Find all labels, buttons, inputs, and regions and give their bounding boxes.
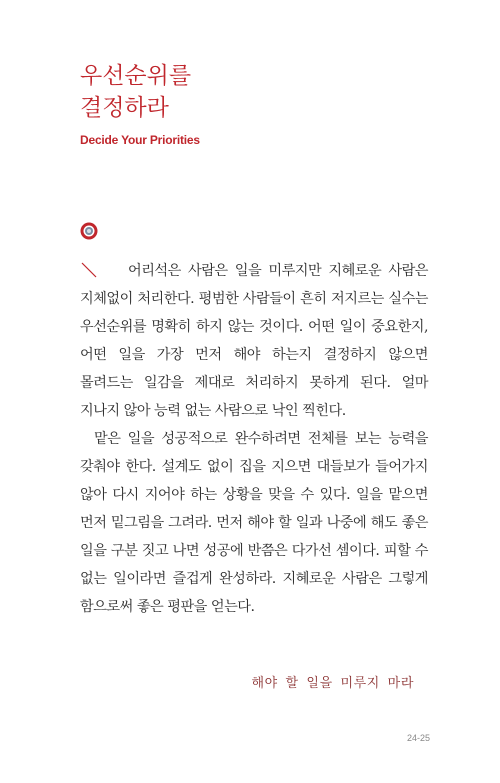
chapter-title-line-2: 결정하라 (80, 95, 169, 121)
motto: 해야 할 일을 미루지 마라 (251, 676, 414, 691)
circular-seal-icon (80, 222, 98, 240)
body-text (80, 257, 428, 621)
paragraph-1: 어리석은 사람은 일을 미루지만 지혜로운 사람은 지체없이 처리한다. 평범한 사람들이 흔히 저지르는 실수는 우선순위를 명확히 하지 않는 것이다. 어떤 일이 중요한지, 어떤 일을 가장 먼저 해야 하는지 결정하지 않으면 몰려드는 일감을 제대로 처리하지 못하게 된다. 얼마 지나지 않아 능력 없는 사람으로 낙인 찍힌다. (80, 263, 428, 419)
chapter-subtitle: Decide Your Priorities (80, 133, 200, 147)
paragraph-2: 맡은 일을 성공적으로 완수하려면 전체를 보는 능력을 갖춰야 한다. 설계도 없이 집을 지으면 대들보가 들어가지 않아 다시 지어야 하는 상황을 맞을 수 있다. 일을 맡으면 먼저 밑그림을 그려라. 먼저 해야 할 일과 나중에 해도 좋은 일을 구분 짓고 나면 성공에 반쯤은 다가선 셈이다. 피할 수 없는 일이라면 즐겁게 완성하라. 지혜로운 사람은 그렇게 함으로써 좋은 평판을 얻는다. (80, 431, 428, 615)
chapter-title-line-1: 우선순위를 (80, 63, 192, 89)
page-number: 24-25 (406, 733, 430, 743)
chapter-title (80, 60, 191, 124)
